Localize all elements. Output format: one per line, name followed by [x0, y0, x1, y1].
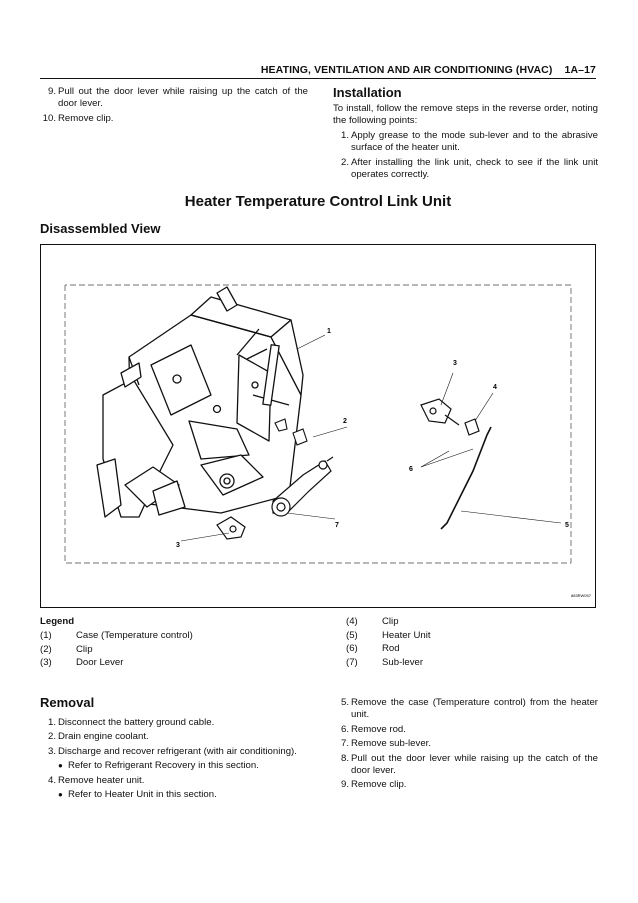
- case-temperature-control-drawing: [97, 287, 303, 517]
- legend-item: (6) Rod: [346, 643, 400, 654]
- list-item: 6. Remove rod.: [340, 723, 406, 735]
- list-item: 2. Drain engine coolant.: [47, 731, 149, 743]
- page-number: 1A–17: [564, 64, 596, 76]
- list-item: 4. Remove heater unit.: [47, 774, 145, 786]
- legend-item: (5) Heater Unit: [346, 629, 431, 641]
- callout-5: 5: [565, 522, 569, 529]
- removal-heading: Removal: [40, 695, 95, 710]
- callout-6: 6: [409, 466, 413, 473]
- callout-1: 1: [327, 328, 331, 335]
- clip-4-drawing: [465, 419, 479, 435]
- list-item: 1. Apply grease to the mode sub-lever and to the abrasive surface of the heater unit.: [340, 129, 598, 154]
- legend-item: (2) Clip: [40, 643, 93, 655]
- figure-code: 883RW057: [571, 593, 591, 598]
- installation-section: [333, 85, 598, 181]
- legend-left: [40, 616, 310, 671]
- list-item: 9. Remove clip.: [340, 779, 407, 791]
- legend-item: (4) Clip: [346, 616, 399, 627]
- list-item: 8. Pull out the door lever while raising up the catch of the door lever.: [340, 752, 598, 777]
- removal-steps-left: [40, 717, 306, 801]
- header-title: HEATING, VENTILATION AND AIR CONDITIONING (HVAC): [260, 64, 553, 76]
- callout-3: 3: [453, 360, 457, 367]
- bullet-icon: ●: [58, 790, 63, 800]
- list-note: ● Refer to Heater Unit in this section.: [58, 789, 217, 801]
- door-lever-lower-drawing: [217, 517, 245, 539]
- legend-item: (1) Case (Temperature control): [40, 630, 193, 641]
- legend-item: (3) Door Lever: [40, 657, 124, 668]
- callout-3-lower: 3: [176, 542, 180, 549]
- list-note: ● Refer to Refrigerant Recovery in this section.: [58, 760, 259, 772]
- header-rule: [40, 78, 596, 79]
- legend-heading: Legend: [40, 616, 75, 627]
- page-header: [40, 64, 596, 76]
- bullet-icon: ●: [58, 761, 63, 771]
- list-item: 7. Remove sub-lever.: [340, 738, 431, 750]
- exploded-diagram: [41, 245, 595, 607]
- disassembled-view-heading: Disassembled View: [40, 221, 161, 236]
- section-title: Heater Temperature Control Link Unit: [184, 193, 452, 210]
- callout-4: 4: [493, 384, 497, 391]
- callout-7: 7: [335, 522, 339, 529]
- list-item: 3. Discharge and recover refrigerant (with air conditioning).: [47, 745, 297, 757]
- removal-steps-right: [333, 697, 598, 792]
- door-lever-upper-drawing: [421, 399, 459, 425]
- callout-2: 2: [343, 418, 347, 425]
- legend-right: [346, 616, 596, 670]
- list-item: 2. After installing the link unit, check to see if the link unit operates correctly.: [340, 156, 598, 181]
- installation-heading: Installation: [333, 85, 402, 100]
- legend-item: (7) Sub-lever: [346, 656, 424, 668]
- exploded-diagram-frame: [40, 244, 596, 608]
- list-item: 1. Disconnect the battery ground cable.: [47, 717, 215, 728]
- list-item: 10. Remove clip.: [42, 112, 114, 124]
- list-item: 5. Remove the case (Temperature control) from the heater unit.: [340, 697, 598, 721]
- installation-intro: To install, follow the remove steps in the reverse order, noting the following points:: [333, 103, 598, 127]
- top-left-steps: [40, 86, 308, 125]
- list-item: 9. Pull out the door lever while raising up the catch of the door lever.: [47, 86, 308, 110]
